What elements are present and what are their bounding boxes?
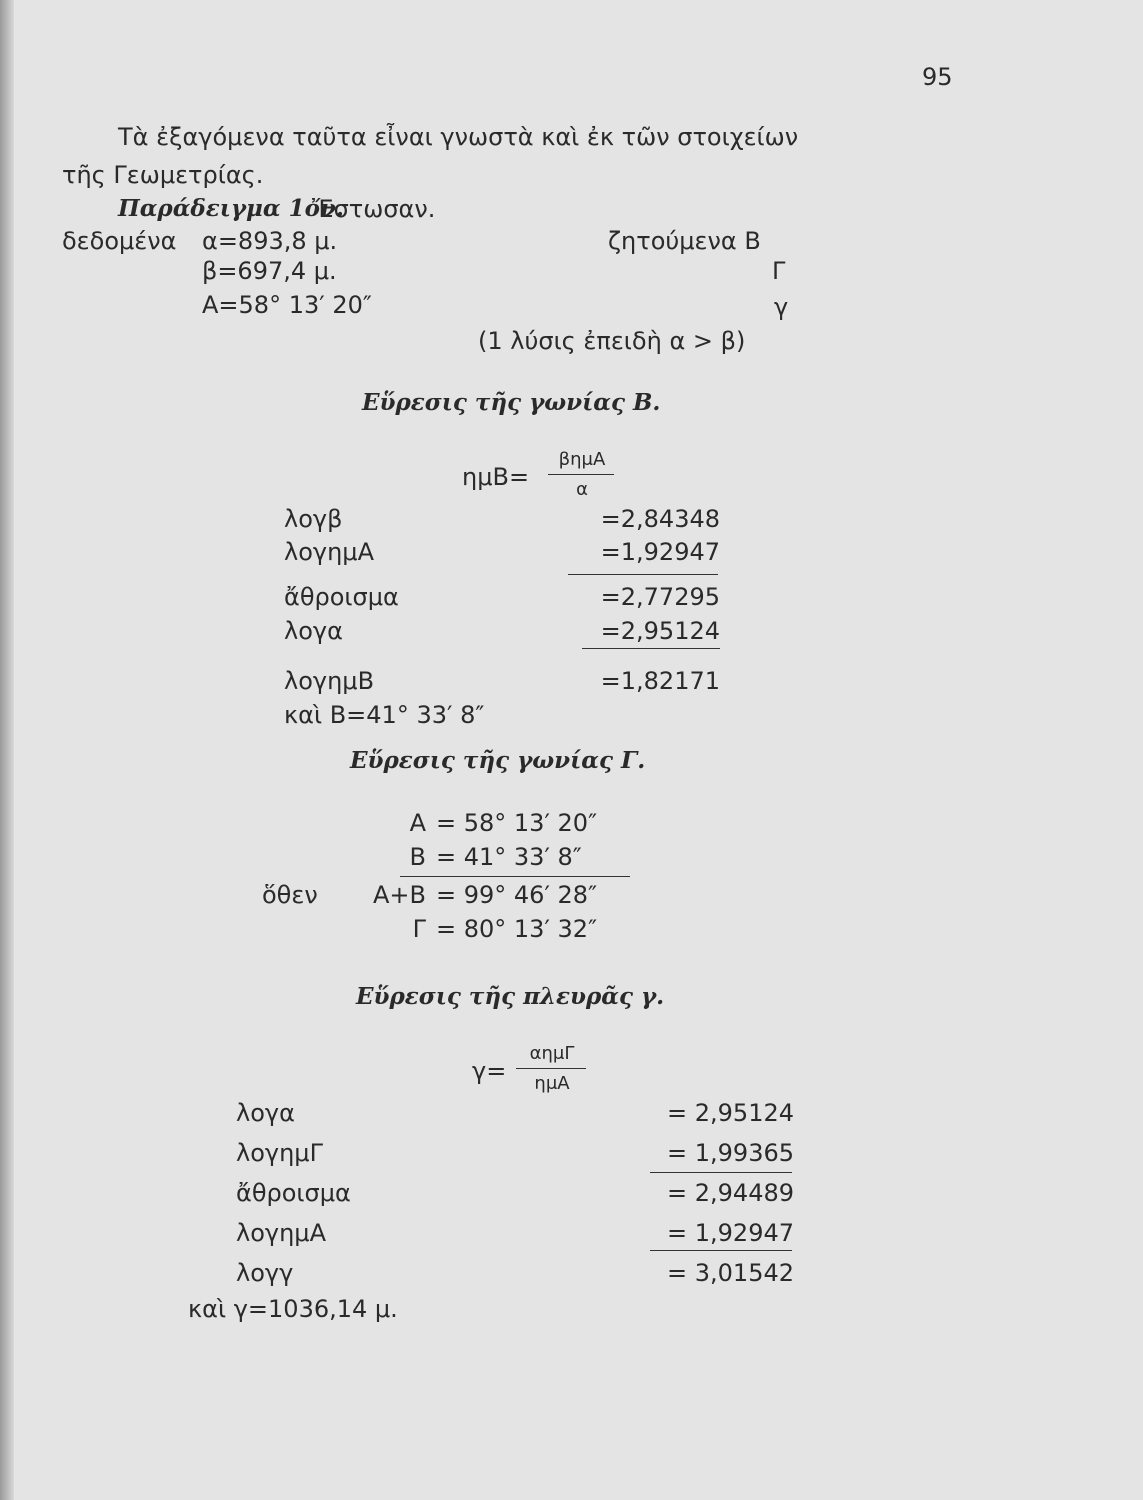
B-sum-rule [568, 574, 718, 575]
formula-g-fraction-bar [516, 1068, 586, 1069]
B-row-3-value: =2,77295 [600, 583, 720, 611]
g-row-4-label: λογημΑ [236, 1219, 326, 1247]
B-row-1-value: =2,84348 [600, 505, 720, 533]
g-diff-rule [650, 1250, 792, 1251]
intro-line-1: Τὰ ἐξαγόμενα ταῦτα εἶναι γνωστὰ καὶ ἐκ τῶν στοιχείων [118, 123, 799, 151]
givens-label: δεδομένα [62, 227, 177, 255]
g-row-5-value: = 3,01542 [667, 1259, 794, 1287]
g-sum-rule [650, 1172, 792, 1173]
solution-note: (1 λύσις ἐπειδὴ α > β) [478, 327, 746, 355]
section-B-heading: Εὕρεσις τῆς γωνίας Β. [362, 389, 661, 416]
g-row-4-value: = 1,92947 [667, 1219, 794, 1247]
B-row-2-label: λογημΑ [284, 538, 374, 566]
example-heading-rest: Ἔστωσαν. [312, 195, 436, 223]
given-A: Α=58° 13′ 20″ [202, 291, 372, 319]
page-edge-shadow [0, 0, 14, 1500]
G-sum-rule [400, 876, 630, 877]
B-row-4-value: =2,95124 [600, 617, 720, 645]
g-result: καὶ γ=1036,14 μ. [188, 1295, 398, 1323]
formula-B-lhs: ημΒ= [462, 463, 530, 491]
g-row-2-value: = 1,99365 [667, 1139, 794, 1167]
B-row-5-label: λογημΒ [284, 667, 375, 695]
given-b: β=697,4 μ. [202, 257, 337, 285]
G-row-2-value: = 41° 33′ 8″ [436, 843, 582, 871]
formula-B-fraction-bar [548, 474, 614, 475]
g-row-2-label: λογημΓ [236, 1139, 323, 1167]
g-row-1-label: λογα [236, 1099, 295, 1127]
B-row-3-label: ἄθροισμα [284, 583, 399, 611]
G-row-3-label: Α+Β [373, 881, 426, 909]
unknown-G: Γ [772, 257, 786, 285]
G-row-2-label: Β [409, 843, 426, 871]
formula-g-denominator: ημΑ [534, 1073, 570, 1094]
G-row-1-value: = 58° 13′ 20″ [436, 809, 598, 837]
G-row-3-prefix: ὅθεν [262, 881, 318, 909]
g-row-3-label: ἄθροισμα [236, 1179, 351, 1207]
B-row-4-label: λογα [284, 617, 343, 645]
B-row-5-value: =1,82171 [600, 667, 720, 695]
G-row-3-value: = 99° 46′ 28″ [436, 881, 598, 909]
G-row-4-value: = 80° 13′ 32″ [436, 915, 598, 943]
section-g-heading: Εὕρεσις τῆς πλευρᾶς γ. [356, 983, 665, 1010]
B-row-1-label: λογβ [284, 505, 343, 533]
page-number: 95 [922, 63, 953, 91]
G-row-1-label: Α [409, 809, 426, 837]
intro-line-2: τῆς Γεωμετρίας. [62, 161, 264, 189]
unknown-g: γ [774, 293, 789, 321]
unknowns-label: ζητούμενα Β [608, 227, 761, 255]
g-row-5-label: λογγ [236, 1259, 294, 1287]
G-row-4-label: Γ [412, 915, 426, 943]
B-result: καὶ Β=41° 33′ 8″ [284, 701, 485, 729]
example-heading: Παράδειγμα 1ον. [118, 195, 344, 222]
g-row-1-value: = 2,95124 [667, 1099, 794, 1127]
B-row-2-value: =1,92947 [600, 538, 720, 566]
formula-B-numerator: βημΑ [558, 449, 606, 470]
B-diff-rule [582, 648, 720, 649]
formula-g-lhs: γ= [472, 1057, 507, 1085]
section-G-heading: Εὕρεσις τῆς γωνίας Γ. [350, 747, 646, 774]
given-a: α=893,8 μ. [202, 227, 338, 255]
g-row-3-value: = 2,94489 [667, 1179, 794, 1207]
formula-g-numerator: αημΓ [529, 1043, 575, 1064]
formula-B-denominator: α [576, 479, 588, 500]
